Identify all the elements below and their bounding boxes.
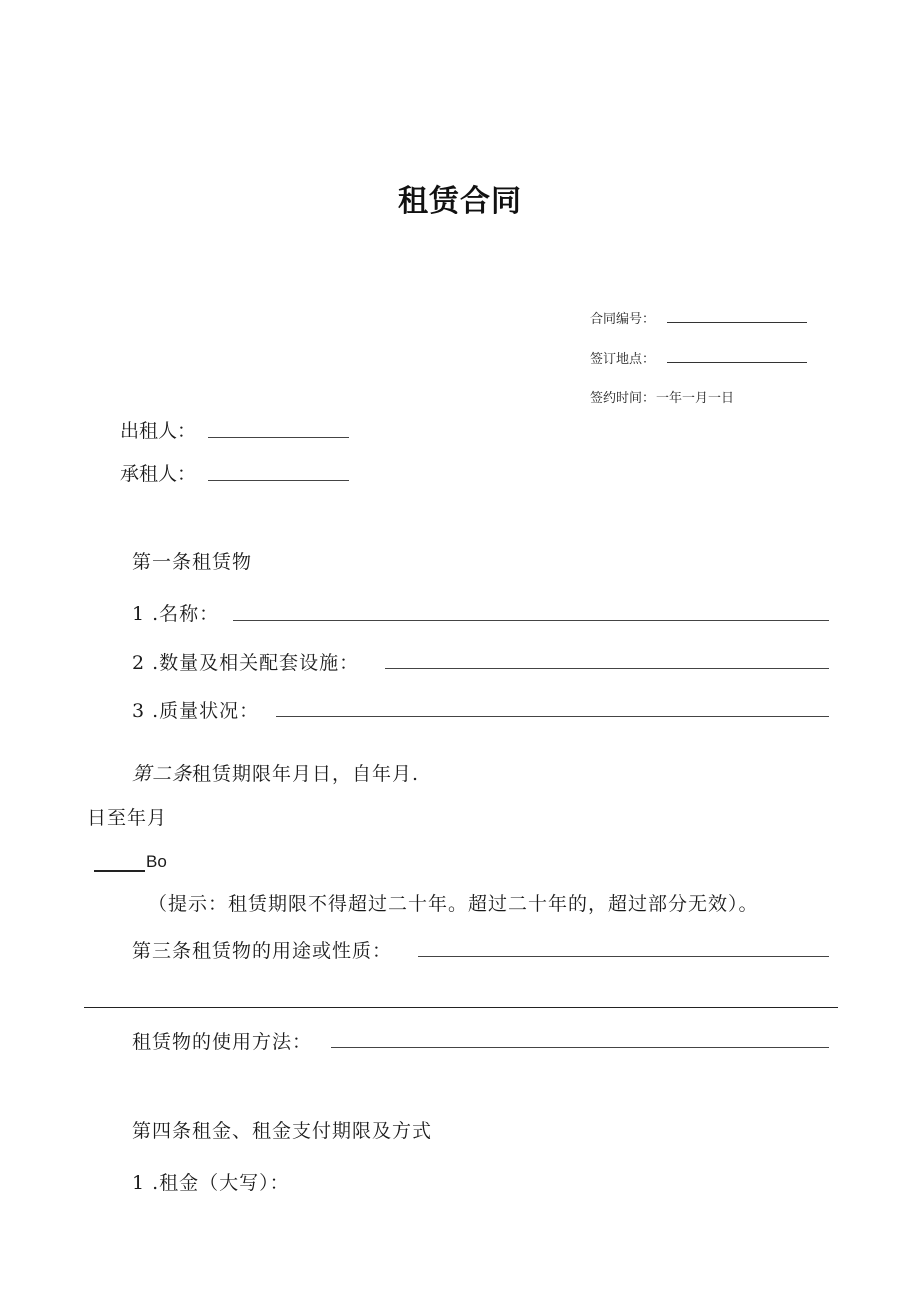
- article3-purpose-blank: [418, 956, 829, 957]
- lessor-blank: [208, 437, 349, 438]
- article1-item3-label: 3 .质量状况：: [132, 700, 260, 722]
- article3-usage-label: 租赁物的使用方法：: [132, 1031, 313, 1053]
- article3-usage-blank: [331, 1047, 829, 1048]
- article2-heading-rest: 租赁期限年月日，自年月.: [192, 763, 420, 785]
- article2-line3-blank: [94, 870, 145, 872]
- sign-time-value: 一年一月一日: [656, 391, 735, 406]
- article3-full-rule: [84, 1007, 838, 1008]
- sign-time-label: 签约时间：: [590, 391, 656, 406]
- article4-heading: 第四条租金、租金支付期限及方式: [132, 1120, 433, 1142]
- article1-item3-blank: [276, 716, 829, 717]
- lessee-blank: [208, 480, 349, 481]
- lessor-label: 出租人：: [120, 420, 197, 442]
- article2-line2: 日至年月: [87, 807, 168, 829]
- contract-number-label: 合同编号：: [590, 312, 656, 327]
- article1-item2-label: 2 .数量及相关配套设施：: [132, 652, 360, 674]
- article1-heading: 第一条租赁物: [132, 551, 253, 573]
- article3-heading: 第三条租赁物的用途或性质：: [132, 940, 393, 962]
- lessee-label: 承租人：: [120, 463, 197, 485]
- article2-note: （提示：租赁期限不得超过二十年。超过二十年的，超过部分无效）。: [148, 893, 759, 915]
- article1-item1-label: 1 .名称：: [132, 603, 220, 625]
- sign-place-label: 签订地点：: [590, 352, 656, 367]
- article4-item1-label: 1 .租金（大写）：: [132, 1172, 290, 1194]
- sign-place-blank: [667, 362, 807, 363]
- page-title: 租赁合同: [398, 184, 522, 219]
- article1-item2-blank: [385, 668, 829, 669]
- contract-number-blank: [667, 322, 807, 323]
- article2-heading: [132, 759, 419, 786]
- article2-heading-prefix: 第二条: [132, 763, 193, 785]
- article2-line3-text: Bo: [146, 852, 167, 871]
- article1-item1-blank: [233, 620, 829, 621]
